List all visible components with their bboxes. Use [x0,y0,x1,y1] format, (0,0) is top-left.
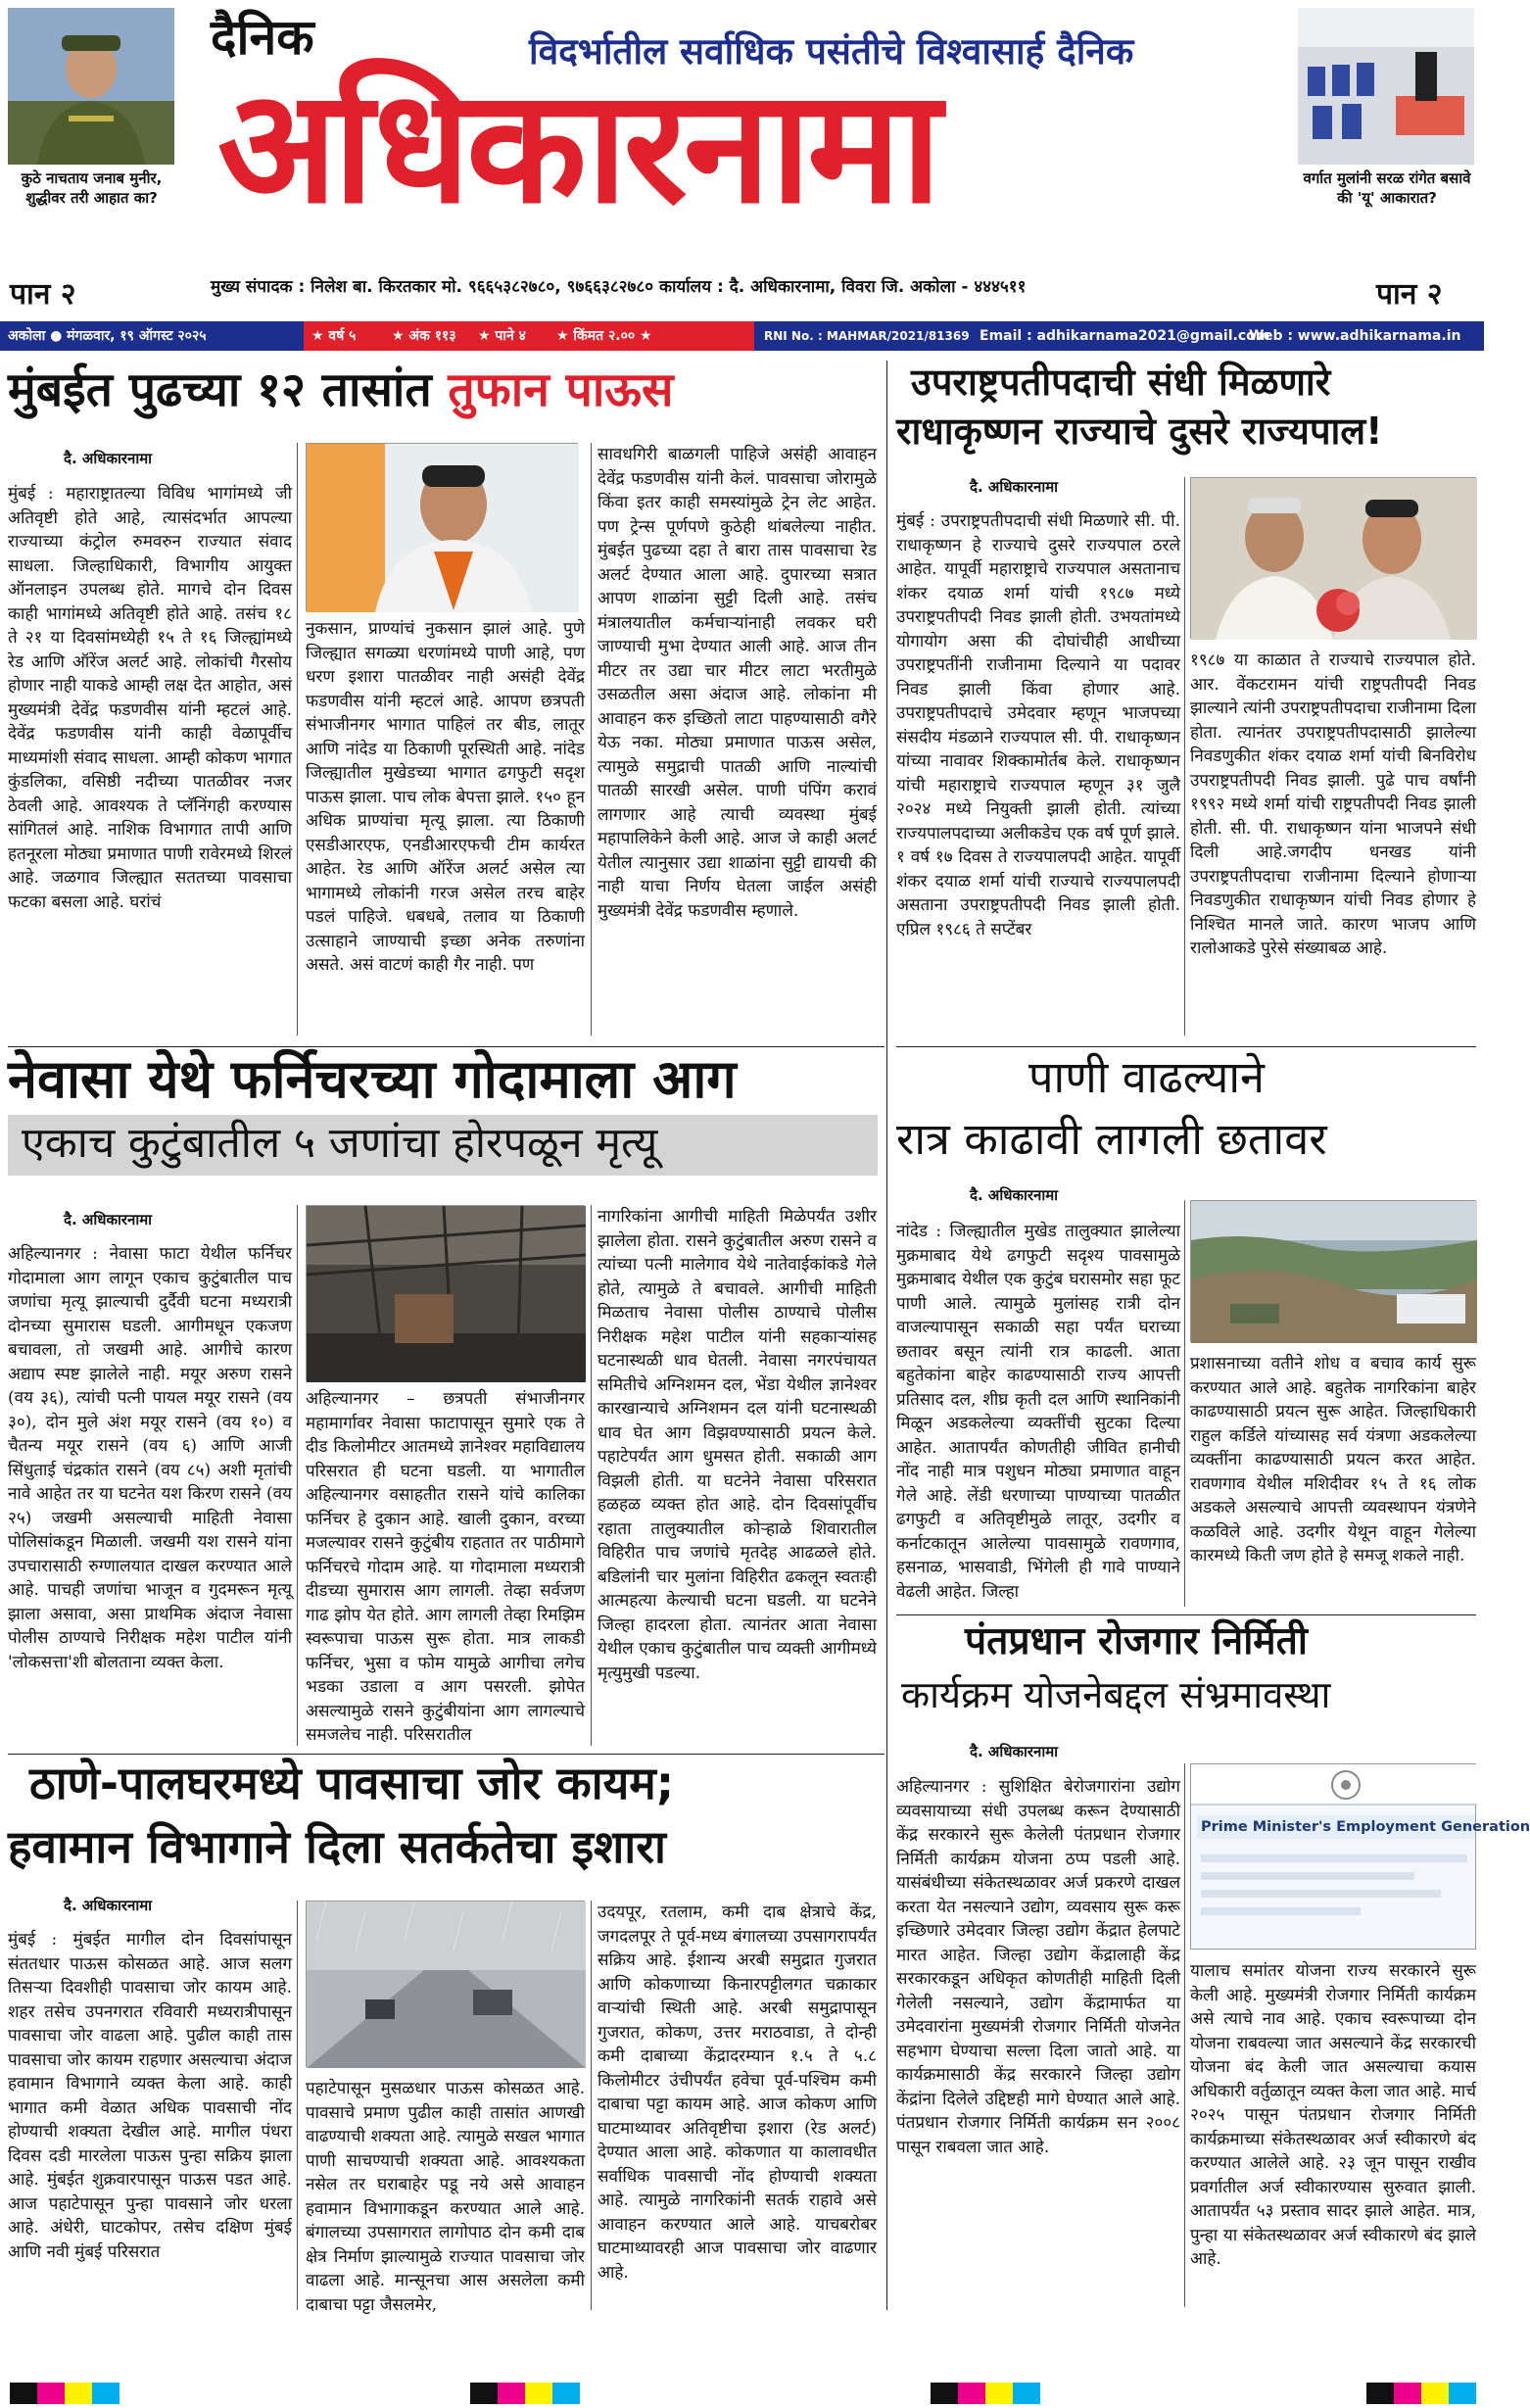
dateline-email: Email : adhikarnama2021@gmail.com [980,328,1270,344]
dateline-web: Web : www.adhikarnama.in [1249,328,1461,344]
cmyk-swatch [552,2383,580,2404]
column-divider [591,1205,592,1746]
vp-headline-line2: राधाकृष्णन राज्याचे दुसरे राज्यपाल! [896,409,1383,453]
section-divider [896,1614,1476,1615]
page-label-left: पान २ [10,277,76,312]
column-divider [591,443,592,1035]
cmyk-swatch [985,2383,1013,2404]
editor-line: मुख्य संपादक : निलेश बा. किरतकार मो. ९६६५३८२७८०, ९७६६३८२७८० कार्यालय : दै. अधिकारनामा, विवरा जि. अकोला - ४४४५११ [211,277,1027,297]
mumbai-rain-title-black: मुंबईत पुढच्या १२ तासांत [8,362,432,417]
mumbai-rain-title-red: तुफान पाऊस [448,362,674,417]
pmegp-col2: यालाच समांतर योजना राज्य सरकारने सुरू केली आहे. मुख्यमंत्री रोजगार निर्मिती कार्यक्रम असे त्याचे नाव आहे. एकाच स्वरूपाच्या दोन योजना राबवल्या जात असल्याने केंद्र सरकारची योजना बंद केली जात असल्याचा कयास अधिकारी वर्तुळातून व्यक्त केला जात आहे. मार्च २०२५ पासून पंतप्रधान रोजगार निर्मिती कार्यक्रमाच्या संकेतस्थळावर अर्ज स्वीकारणे बंद करण्यात आलेले आहे. २३ जून पासून राखीव प्रवर्गातील अर्ज स्वीकारण्यास सुरुवात झाली. आतापर्यंत ५३ प्रस्ताव सादर झाले आहेत. मात्र, पुन्हा या संकेतस्थळावर अर्ज स्वीकारणे बंद झाले आहे. [1190,1961,1477,2269]
dateline-pages: ★ पाने ४ [478,328,526,344]
column-divider [591,1901,592,2310]
cmyk-swatch [958,2383,985,2404]
section-divider [8,1754,885,1755]
cmyk-swatch [1366,2383,1394,2404]
nanded-col1: नांदेड : जिल्ह्यातील मुखेड तालुक्यात झालेल्या मुक्रमाबाद येथे ढगफुटी सदृश्य पावसामुळे मुक्रमाबाद येथील एक कुटुंब घरासमोर सहा फूट पाणी आले. त्यामुळे मुलांसह रात्री दोन वाजल्यापासून सकाळी सहा पर्यंत घराच्या छतावर बसून त्यांनी रात्र काढली. आता बहुतेकांना बाहेर काढण्यासाठी राज्य आपत्ती प्रतिसाद दल, शीघ्र कृती दल आणि स्थानिकांनी मिळून अडकलेल्या व्यक्तींची सुटका दिल्या आहेत. आतापर्यंत कोणतीही जीवित हानीची नोंद नाही मात्र पशुधन मोठ्या प्रमाणात वाहून गेले आहे. लेंडी धरणाच्या पाण्याच्या पातळीत ढगफुटी व अतिवृष्टीमुळे लातूर, उदगीर व कर्नाटकातून आलेल्या पावसामुळे रावणगाव, हसनाळ, भासवाडी, भिंगेली ही गावे पाण्याने वेढली आहेत. जिल्हा [896,1222,1180,1602]
nevasa-fire-subtitle: एकाच कुटुंबातील ५ जणांचा होरपळून मृत्यू [22,1119,658,1168]
pmegp-headline-line1: पंतप्रधान रोजगार निर्मिती [965,1619,1308,1663]
pmegp-col1: अहिल्यानगर : सुशिक्षित बेरोजगारांना उद्योग व्यवसायाच्या संधी उपलब्ध करून देण्यासाठी केंद्र सरकारने सुरू केलेली पंतप्रधान रोजगार निर्मिती कार्यक्रम योजना ठप्प पडली आहे. यासंबंधीच्या संकेतस्थळावर अर्ज प्रकरणे दाखल करता येत नसल्याने उद्योग, व्यवसाय सुरू करू इच्छिणारे उमेदवार जिल्हा उद्योग केंद्रात हेलपाटे मारत आहेत. जिल्हा उद्योग केंद्रालाही केंद्र सरकारकडून अधिकृत कोणतीही माहिती दिली गेलेली नसल्याने, उद्योग केंद्रामार्फत या उमेदवारांना मुख्यमंत्री रोजगार निर्मिती योजनेत सहभाग घेण्याचा सल्ला दिला जातो आहे. या कार्यक्रमासाठी केंद्र सरकारने जिल्हा उद्योग केंद्रांना दिलेले उद्दिष्टही मागे घेण्यात आले आहे. पंतप्रधान रोजगार निर्मिती कार्यक्रम सन २००८ पासून राबवला जात आहे. [896,1777,1180,2157]
pmegp-screenshot-header [1191,1764,1477,1806]
pmegp-byline: दै. अधिकारनामा [970,1743,1059,1760]
mumbai-rain-col3: सावधगिरी बाळगली पाहिजे असंही आवाहन देवेंद्र फडणवीस यांनी केलं. पावसाचा जोरामुळे किंवा इतर काही समस्यांमुळे ट्रेन लेट आहेत. पण ट्रेन्स पूर्णपणे कुठेही थांबलेल्या नाहीत. मुंबईत पुढच्या दहा ते बारा तास पावसाचा रेड अलर्ट देण्यात आला आहे. दुपारच्या सत्रात आपण शाळांना सुट्टी दिली आहे. तसंच मंत्रालयातील कर्मचाऱ्यांनाही लवकर घरी जाण्याची मुभा देण्यात आली आहे. आज तीन मीटर तर उद्या चार मीटर लाटा भरतीमुळे उसळतील असा अंदाज आहे. लोकांना मी आवाहन करु इच्छितो लाटा पाहण्यासाठी वगैरे येऊ नका. मोठ्या प्रमाणात पाऊस असेल, त्यामुळे समुद्राची पातळी आणि नाल्यांची पातळी सारखी असेल. पाणी पंपिंग करावं लागणार आहे त्याची व्यवस्था मुंबई महापालिकेने केली आहे. आज जे काही अलर्ट येतील त्यानुसार उद्या शाळांना सुट्टी द्यायची की नाही याचा निर्णय घेतला जाईल असंही मुख्यमंत्री देवेंद्र फडणवीस म्हणाले. [598,445,877,921]
masthead-tagline: विदर्भातील सर्वाधिक पसंतीचे विश्वासार्ह दैनिक [529,30,1134,72]
masthead-dainik: दैनिक [211,9,314,66]
column-divider [297,1901,298,2310]
column-divider [1184,1763,1185,2307]
dateline-year: ★ वर्ष ५ [311,328,357,344]
dateline-rni: RNI No. : MAHMAR/2021/81369 [764,329,970,343]
nanded-headline-line1: पाणी वाढल्याने [1028,1051,1266,1103]
right-photo-caption: वर्गात मुलांनी सरळ रांगेत बसावे की 'यू' आकारात? [1303,169,1471,207]
dateline-price: ★ किंमत २.०० ★ [556,328,652,344]
page-label-right: पान २ [1376,277,1443,312]
cmyk-swatch [65,2383,92,2404]
pmegp-screenshot-body [1201,1854,1467,1941]
nevasa-fire-col1: अहिल्यानगर : नेवासा फाटा येथील फर्निचर गोदामाला आग लागून एकाच कुटुंबातील पाच जणांचा मृत्यू झाल्याची दुर्दैवी घटना मध्यरात्री दोनच्या सुमारास घडली. आगीमधून एकजण बचावला, तो जखमी आहे. आगीचे कारण अद्याप स्पष्ट झालेले नाही. मयूर अरुण रासने (वय ३६), त्यांची पत्नी पायल मयूर रासने (वय ३०), दोन मुले अंश मयूर रासने (वय १०) व चैतन्य मयूर रासने (वय ६) आणि आजी सिंधुताई चंद्रकांत रासने (वय ८५) अशी मृतांची नावे आहेत तर या घटनेत यश किरण रासने (वय २५) जखमी असल्याची माहिती नेवासा पोलिसांकडून मिळाली. जखमी यश रासने यांना उपचारासाठी रुग्णालयात दाखल करण्यात आले आहे. पाचही जणांचा भाजून व गुदमरून मृत्यू झाला असावा, असा प्राथमिक अंदाज नेवासा पोलीस ठाण्याचे निरीक्षक महेश पाटील यांनी 'लोकसत्ता'शी बोलताना व्यक्त केला. [8,1244,292,1672]
cmyk-swatch [92,2383,120,2404]
mumbai-rain-headline [8,364,673,416]
thane-rain-col3: उदयपूर, रतलाम, कमी दाब क्षेत्राचे केंद्र, जगदलपूर ते पूर्व-मध्य बंगालच्या उपसागरापर्यंत सक्रिय आहे. ईशान्य अरबी समुद्रात गुजरात आणि कोकणाच्या किनारपट्टीलगत चक्राकार वाऱ्यांची स्थिती आहे. अरबी समुद्रापासून गुजरात, कोकण, उत्तर मराठवाडा, ते दोन्ही कमी दाबाच्या केंद्रादरम्यान १.५ ते ५.८ किलोमीटर उंचीपर्यंत हवेचा पूर्व-पश्चिम कमी दाबाचा पट्टा कायम आहे. आज कोकण आणि घाटमाथ्यावर अतिवृष्टीचा इशारा (रेड अलर्ट) देण्यात आला आहे. कोकणात या कालावधीत सर्वाधिक पावसाची नोंद होण्याची शक्यता आहे. त्यामुळे नागरिकांनी सतर्क राहावे असे आवाहन करण्यात आले आहे. याचबरोबर घाटमाथ्यावरही आज पावसाचा जोर वाढणार आहे. [598,1902,877,2283]
cmyk-swatch [1421,2383,1449,2404]
nevasa-fire-headline: नेवासा येथे फर्निचरच्या गोदामाला आग [8,1048,737,1110]
thane-rain-col1: मुंबई : मुंबईत मागील दोन दिवसांपासून संततधार पाऊस कोसळत आहे. आज सलग तिसऱ्या दिवशीही पावसाचा जोर कायम आहे. शहर तसेच उपनगरात रविवारी मध्यरात्रीपासून पावसाचा जोर वाढला आहे. पुढील काही तास पावसाचा जोर कायम राहणार असल्याचा अंदाज हवामान विभागाने व्यक्त केला आहे. काही भागात कमी वेळात अधिक पावसाची नोंद होण्याची शक्यता देखील आहे. मागील पंधरा दिवस दडी मारलेला पाऊस पुन्हा सक्रिय झाला आहे. मुंबईत शुक्रवारपासून पाऊस पडत आहे. आज पहाटेपासून पुन्हा पावसाने जोर धरला आहे. अंधेरी, घाटकोपर, तसेच दक्षिण मुंबई आणि नवी मुंबई परिसरात [8,1930,292,2262]
vp-col1: मुंबई : उपराष्ट्रपतीपदाची संधी मिळणारे सी. पी. राधाकृष्णन हे राज्याचे दुसरे राज्यपाल ठरले आहेत. यापूर्वी महाराष्ट्राचे राज्यपाल असतानाच शंकर दयाळ शर्मा यांची १९८७ मध्ये उपराष्ट्रपतीपदी निवड झाली होती. उभयतांमध्ये योगायोग असा की दोघांचीही आधीच्या उपराष्ट्रपतींनी राजीनामा दिल्याने या पदावर निवड झाली किंवा होणार आहे. उपराष्ट्रपतीपदाचे उमेदवार म्हणून भाजपच्या संसदीय मंडळाने राज्यपाल सी. पी. राधाकृष्णन यांच्या नावावर शिक्कामोर्तब केले. राधाकृष्णन यांची महाराष्ट्राचे राज्यपाल म्हणून ३१ जुलै २०२४ मध्ये नियुक्ती झाली होती. त्यांच्या राज्यपालपदाच्या अलीकडेच एक वर्ष पूर्ण झाले. १ वर्ष १७ दिवस ते राज्यपालपदी आहेत. यापूर्वी शंकर दयाळ शर्मा यांची राज्याचे राज्यपालपदी असताना उपराष्ट्रपतीपदी निवड झाली होती. एप्रिल १९८६ ते सप्टेंबर [896,511,1180,939]
cmyk-swatch [1449,2383,1476,2404]
cmyk-swatch [470,2383,498,2404]
nevasa-fire-col3: नागरिकांना आगीची माहिती मिळेपर्यंत उशीर झालेला होता. रासने कुटुंबातील अरुण रासने व त्यांच्या पत्नी मालेगाव येथे नातेवाईकांकडे गेले होते, त्यामुळे ते बचावले. आगीची माहिती मिळताच नेवासा पोलीस ठाण्याचे पोलीस निरीक्षक महेश पाटील यांनी सहकाऱ्यांसह घटनास्थळी धाव घेतली. नेवासा नगरपंचायत समितीचे अग्निशमन दल, भेंडा येथील ज्ञानेश्वर कारखान्याचे अग्निशमन दल यांनी घटनास्थळी धाव घेत आग विझवण्यासाठी प्रयत्न केले. पहाटेपर्यंत आग धुमसत होती. सकाळी आग विझली होती. या घटनेने नेवासा परिसरात हळहळ व्यक्त होत आहे. दोन दिवसांपूर्वीच रहाता तालुक्यातील कोऱ्हाळे शिवारातील विहिरीत पाच जणांचे मृतदेह आढळले होते. बडिलांनी चार मुलांना विहिरीत ढकलून स्वतःही आत्महत्या केल्याची घटना घडली. या घटनेने जिल्हा हादरला होता. त्यानंतर आता नेवासा येथील एकाच कुटुंबातील पाच व्यक्ती आगीमध्ये मृत्युमुखी पडल्या. [598,1207,877,1683]
column-divider [297,443,298,1035]
column-divider [1184,1200,1185,1607]
fadnavis-photo [306,443,578,611]
cmyk-swatch [525,2383,552,2404]
nevasa-fire-col2: अहिल्यानगर – छत्रपती संभाजीनगर महामार्गावर नेवासा फाटापासून सुमारे एक ते दीड किलोमीटर आतमध्ये ज्ञानेश्वर महाविद्यालय परिसरात ही घटना घडली. या भागातील अहिल्यानगर वसाहतीत रासने यांचे कालिका फर्निचर हे दुकान आहे. खाली दुकान, वरच्या मजल्यावर रासने कुटुंबीय राहतात तर पाठीमागे फर्निचरचे गोदाम आहे. या गोदामाला मध्यरात्री दीडच्या सुमारास आग लागली. तेव्हा सर्वजण गाढ झोप येत होते. आग लागली तेव्हा रिमझिम स्वरूपाचा पाऊस सुरू होता. मात्र लाकडी फर्निचर, भुसा व फोम यामुळे आगीचा लगेच भडका उडाला व आग पसरली. झोपेत असल्यामुळे रासने कुटुंबीयांना आग लागल्याचे समजलेच नाही. परिसरातील [306,1389,585,1745]
pmegp-headline-line2: कार्यक्रम योजनेबद्दल संभ्रमावस्था [901,1673,1331,1716]
rain-street-photo [306,1901,585,2067]
cmyk-swatch [1013,2383,1040,2404]
column-divider [1184,477,1185,1035]
radhakrishnan-photo [1190,477,1476,639]
mumbai-rain-col1: मुंबई : महाराष्ट्रातल्या विविध भागांमध्ये जी अतिवृष्टी होते आहे, त्यासंदर्भात आपल्या राज्याच्या कंट्रोल रुमवरुन राज्यात संवाद साधला. जिल्हाधिकारी, विभागीय आयुक्त ऑनलाइन उपलब्ध होते. मागचे दोन दिवस काही भागांमध्ये अतिवृष्टी होते आहे. तसंच १८ ते २१ या दिवसांमध्येही १५ ते १६ जिल्ह्यांमध्ये रेड आणि ऑरेंज अलर्ट आहे. लोकांची गैरसोय होणार नाही याकडे आम्ही लक्ष देत आहोत, असं मुख्यमंत्री देवेंद्र फडणवीस यांनी म्हटलं आहे. देवेंद्र फडणवीस यांनी काही वेळापूर्वीच माध्यमांशी संवाद साधला. आम्ही कोकण भागात कुंडलिका, वसिष्ठी नदीच्या पातळीवर नजर ठेवली आहे. आवश्यक ते प्लॅनिंगही करण्यास सांगितलं आहे. नाशिक विभागात तापी आणि हतनूरला मोठ्या प्रमाणात पाणी रावेरमध्ये शिरलं आहे. जळगाव जिल्ह्यात सततच्या पावसाचा फटका बसला आहे. घरांचं [8,484,292,912]
dateline-red-box [304,321,754,351]
column-divider [297,1205,298,1746]
pmegp-screenshot-title: Prime Minister's Employment Generation [1197,1815,1475,1839]
thane-rain-byline: दै. अधिकारनामा [64,1897,153,1914]
cmyk-swatch [10,2383,37,2404]
section-divider [8,1046,885,1047]
nanded-byline: दै. अधिकारनामा [970,1186,1059,1204]
fire-warehouse-photo [306,1205,585,1381]
masthead [0,0,1484,312]
thane-rain-headline-line2: हवामान विभागाने दिला सतर्कतेचा इशारा [8,1820,666,1873]
cmyk-swatch [1394,2383,1421,2404]
pmegp-website-screenshot [1190,1763,1530,1950]
dateline-strip [0,321,1484,351]
right-masthead-photo [1298,8,1474,165]
left-photo-caption: कुठे नाचताय जनाब मुनीर, शुद्धीवर तरी आहात का? [21,169,163,207]
nevasa-fire-byline: दै. अधिकारनामा [64,1211,153,1228]
nanded-col2: प्रशासनाच्या वतीने शोध व बचाव कार्य सुरू करण्यात आले आहे. बहुतेक नागरिकांना बाहेर काढण्यासाठी प्रयत्न सुरू आहेत. जिल्हाधिकारी राहुल कर्डिले यांच्यासह सर्व यंत्रणा अडकलेल्या व्यक्तींना काढण्यासाठी प्रयत्न करत आहेत. रावणगाव येथील मशिदीवर १५ ते १६ लोक अडकले असल्याचे आपत्ती व्यवस्थापन यंत्रणेने कळविले आहे. उदगीर येथून वाहून गेलेल्या कारमध्ये किती जण होते हे समजू शकले नाही. [1190,1354,1476,1565]
cmyk-swatch [498,2383,525,2404]
left-masthead-photo [8,8,174,165]
vp-byline: दै. अधिकारनामा [970,478,1059,496]
thane-rain-headline-line1: ठाणे-पालघरमध्ये पावसाचा जोर कायम; [29,1757,675,1809]
cmyk-registration-bar-bottom [0,2383,1484,2404]
nanded-headline-line2: रात्र काढावी लागली छतावर [896,1113,1327,1165]
vp-col2: १९८७ या काळात ते राज्याचे राज्यपाल होते. आर. वेंकटरामन यांची राष्ट्रपतीपदी निवड झाल्याने त्यांनी उपराष्ट्रपतीपदाचा राजीनामा दिला होता. त्यानंतर उपराष्ट्रपतीपदासाठी झालेल्या निवडणुकीत शंकर दयाळ शर्मा यांची बिनविरोध उपराष्ट्रपतीपदी निवड झाली. पुढे पाच वर्षांनी १९९२ मध्ये शर्मा यांची राष्ट्रपतीपदी निवड झाली होती. सी. पी. राधाकृष्णन यांना भाजपने संधी दिली आहे.जगदीप धनखड यांनी उपराष्ट्रपतीपदाचा राजीनामा दिल्याने होणाऱ्या निवडणुकीत राधाकृष्णन यांची निवड होणार हे निश्चित मानले जाते. कारण भाजप आणि रालोआकडे पुरेसे संख्याबळ आहे. [1190,650,1476,958]
cmyk-swatch [931,2383,958,2404]
column-divider [886,361,887,2310]
thane-rain-col2: पहाटेपासून मुसळधार पाऊस कोसळत आहे. पावसाचे प्रमाण पुढील काही तासांत आणखी वाढण्याची शक्यता आहे. त्यामुळे सखल भागात पाणी साचण्याची शक्यता आहे. आवश्यकता नसेल तर घराबाहेर पडू नये असे आवाहन हवामान विभागाकडून करण्यात आले आहे. बंगालच्या उपसागरात लागोपाठ दोन कमी दाब क्षेत्र निर्माण झाल्यामुळे राज्यात पावसाचा जोर वाढला आहे. मान्सूनचा आस असलेला कमी दाबाचा पट्टा जैसलमेर, [306,2079,585,2315]
flood-photo [1190,1200,1476,1342]
dateline-issue: ★ अंक ११३ [392,328,456,344]
section-divider [896,1046,1476,1047]
mumbai-rain-col2: नुकसान, प्राण्यांचं नुकसान झालं आहे. पुणे जिल्ह्यात सगळ्या धरणांमध्ये पाणी आहे, पण धरण इशारा पातळीवर नाही असंही देवेंद्र फडणवीस यांनी म्हटलं आहे. आपण छत्रपती संभाजीनगर भागात पाहिलं तर बीड, लातूर आणि नांदेड या ठिकाणी पूरस्थिती आहे. नांदेड जिल्ह्यातील मुखेडच्या भागात ढगफुटी सदृश पाऊस झाला. पाच लोक बेपत्ता झाले. १५० हून अधिक प्राण्यांचा मृत्यू झाला. त्या ठिकाणी एसडीआरएफ, एनडीआरएफची टीम कार्यरत आहेत. रेड आणि ऑरेंज अलर्ट असेल त्या भागामध्ये लोकांनी गरज असेल तरच बाहेर पडलं पाहिजे. धबधबे, तलाव या ठिकाणी उत्साहाने जाण्याची इच्छा अनेक तरुणांना असते. असं वाटणं काही गैर नाही. पण [306,619,585,975]
nevasa-fire-subtitle-box [8,1115,878,1176]
mumbai-rain-byline: दै. अधिकारनामा [64,450,153,467]
masthead-name: अधिकारनामा [217,55,938,238]
dateline-place-date: अकोला ● मंगळवार, १९ ऑगस्ट २०२५ [8,328,207,344]
vp-headline-line1: उपराष्ट्रपतीपदाची संधी मिळणारे [911,361,1331,404]
cmyk-swatch [37,2383,65,2404]
